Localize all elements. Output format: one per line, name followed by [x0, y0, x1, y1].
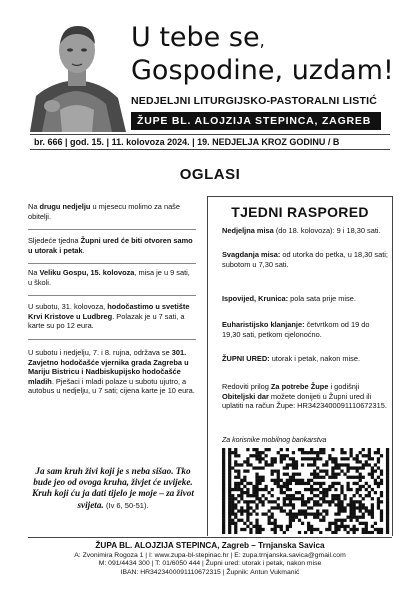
- masthead-title-line1: U tebe se,: [131, 22, 265, 53]
- qr-caption: Za korisnike mobilnog bankarstva: [222, 437, 327, 444]
- gospel-quote: Ja sam kruh živi koji je s neba sišao. Tko bude jeo od ovoga kruha, živjet će uvijeke. Kruh koji ću ja dati tijelo je moje – za život svijeta. (Iv 6, 50-51).: [32, 466, 194, 510]
- footer-contact: A: Zvonimira Rogoza 1 | I: www.zupa-bl-stepinac.hr | E: zupa.trnjanska.savica@gmail.com: [74, 551, 346, 559]
- masthead-title-line2: Gospodine, uzdam!: [131, 55, 394, 86]
- notice-assumption: Na Veliku Gospu, 15. kolovoza, misa je u 9 sati, u školi.: [28, 268, 196, 296]
- notice-families: Na drugu nedjelju u mjesecu molimo za naše obitelji.: [28, 202, 196, 230]
- schedule-title: TJEDNI RASPORED: [231, 204, 369, 220]
- notice-parish-office: Sljedeće tjedna Župni ured će biti otvoren samo u utorak i petak.: [28, 236, 196, 264]
- footer-parish-name: ŽUPA BL. ALOJZIJA STEPINCA, Zagreb – Trnjanska Savica: [95, 541, 325, 550]
- section-title-oglasi: OGLASI: [179, 166, 241, 183]
- gospel-reference: (Iv 6, 50-51).: [106, 500, 149, 510]
- masthead: [0, 0, 420, 132]
- issue-info-bar: br. 666 | god. 15. | 11. kolovoza 2024. | 19. NEDJELJA KROZ GODINU / B: [30, 134, 390, 150]
- schedule-confession: Ispovijed, Krunica: pola sata prije mise.: [222, 294, 356, 303]
- footer: [28, 537, 392, 576]
- footer-phone: M: 091/4434 300 | T: 01/6050 444 | Župni ured: utorak i petak, nakon mise: [98, 560, 322, 567]
- payment-barcode: [222, 448, 392, 534]
- schedule-sunday-mass: Nedjeljna misa (do 18. kolovoza): 9 i 18,30 sati.: [222, 226, 381, 235]
- schedule-weekday-mass: Svagdanja misa: od utorka do petka, u 18,30 sati; subotom u 7,30 sati.: [222, 250, 388, 269]
- notice-ludbreg-pilgrimage: U subotu, 31. kolovoza, hodočastimo u svetište Krvi Kristove u Ludbreg. Polazak je u 7 sati, a karte su po 12 eura.: [28, 302, 196, 340]
- schedule-adoration: Euharistijsko klanjanje: četvrtkom od 19 do 19,30 sati, petkom cjelonoćno.: [222, 320, 370, 339]
- parish-band: ŽUPE BL. ALOJZIJA STEPINCA, ZAGREB: [131, 112, 381, 130]
- stepinac-portrait: [22, 14, 130, 132]
- footer-iban: IBAN: HR3423400091110672315 | Župnik: Antun Vukmanić: [120, 568, 300, 576]
- donation-note: Redoviti prilog Za potrebe Župe i godišnji Obiteljski dar možete donijeti u Župni ured ili uplatiti na račun Župe: HR3423400091110672315.: [222, 382, 387, 411]
- masthead-subtitle: NEDJELJNI LITURGIJSKO-PASTORALNI LISTIĆ: [131, 95, 378, 107]
- schedule-parish-office: ŽUPNI URED: utorak i petak, nakon mise.: [222, 354, 361, 363]
- notice-bistrica-pilgrimage: U subotu i nedjelju, 7. i 8. rujna, održava se 301. Zavjetno hodočašće vjernika grada Zagreba u Mariju Bistricu i Nadbiskupijsko hodočašće mladih. Pješaci i mladi polaze u subotu ujutro, a autobus u nedjelju, u 7 sati; cijena karte je 10 eura.: [28, 348, 195, 396]
